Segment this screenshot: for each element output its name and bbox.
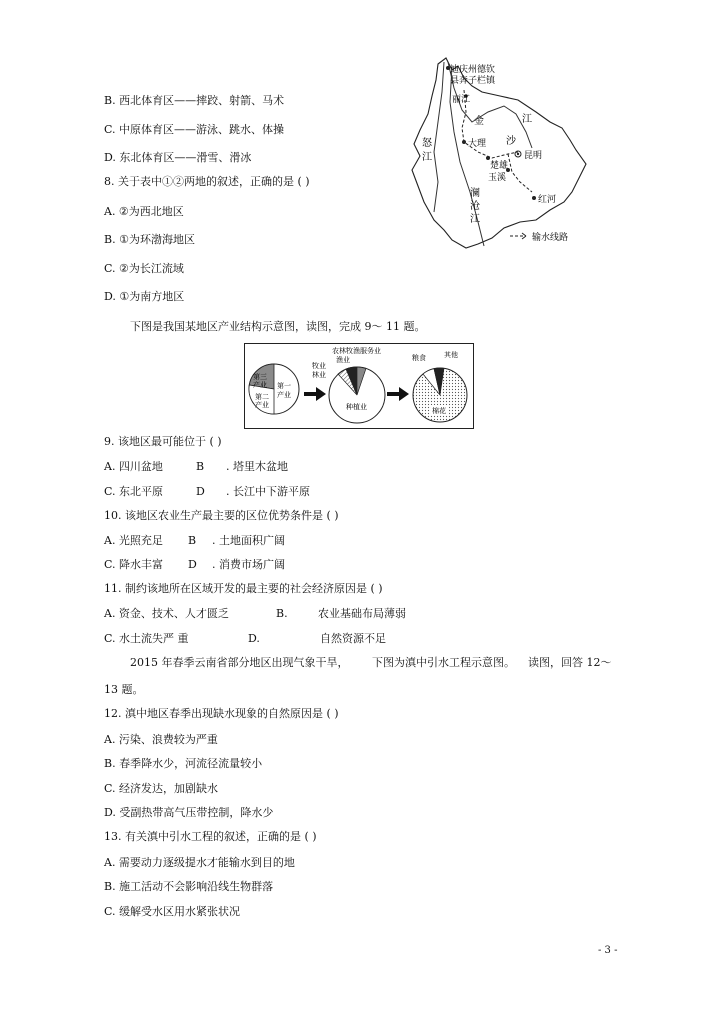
q10-option-b-text: . 土地面积广阔: [212, 534, 285, 547]
pie1-label-secondary-a: 第二: [255, 393, 269, 401]
map-label-jiang: 江: [522, 114, 532, 125]
q10-option-d-text: . 消费市场广阔: [212, 558, 285, 571]
q13-option-b: B. 施工活动不会影响沿线生物群落: [104, 880, 274, 893]
chuxiong-dot: [486, 156, 490, 160]
honghe-dot: [532, 196, 536, 200]
q10-option-c: C. 降水丰富: [104, 558, 164, 571]
q13-option-a: A. 需要动力逐级提水才能输水到目的地: [104, 856, 295, 869]
q8-option-a: A. ②为西北地区: [104, 205, 184, 218]
page-number: - 3 -: [598, 945, 618, 956]
pie3-label-cotton: 棉花: [432, 407, 446, 415]
q9-option-d: D: [196, 485, 205, 498]
q8-option-b: B. ①为环渤海地区: [104, 233, 195, 246]
q12-option-a: A. 污染、浪费较为严重: [104, 733, 218, 746]
q11-option-c: C. 水土流失严 重: [104, 632, 189, 645]
industry-structure-figure: [244, 343, 474, 429]
pie1-label-secondary-b: 产业: [255, 401, 269, 409]
q9-stem: 9. 该地区最可能位于 ( ): [104, 435, 222, 448]
map-label-honghe: 红河: [538, 195, 557, 205]
map-label-lijiang: 丽江: [452, 95, 471, 105]
q13-stem: 13. 有关滇中引水工程的叙述，正确的是 ( ): [104, 830, 317, 843]
q9-option-b-text: . 塔里木盆地: [226, 460, 288, 473]
nu-river: [434, 62, 444, 212]
pie2-label-animal: 牧业: [312, 362, 326, 370]
pie2-label-service: 农林牧渔服务业: [332, 347, 381, 355]
q9-option-a: A. 四川盆地: [104, 460, 163, 473]
q10-option-b: B: [188, 534, 197, 547]
q9-option-d-text: . 长江中下游平原: [226, 485, 310, 498]
dali-dot: [462, 140, 466, 144]
map-label-nu-a: 怒: [422, 138, 432, 149]
map-label-lancang-a: 澜: [470, 188, 480, 199]
pie2-label-fish: 渔业: [336, 356, 350, 364]
q10-option-a: A. 光照充足: [104, 534, 163, 547]
map-label-chuxiong: 楚雄: [490, 161, 509, 171]
map-label-sha: 沙: [506, 136, 516, 147]
pie1-label-primary-a: 第一: [277, 382, 291, 390]
pie1-label-primary-b: 产业: [277, 391, 291, 399]
q8-option-c: C. ②为长江流域: [104, 262, 184, 275]
intro-12-13-part-a: 2015 年春季云南省部分地区出现气象干旱，: [130, 656, 349, 669]
q11-option-a: A. 资金、技术、人才匮乏: [104, 607, 229, 620]
pie1-label-tertiary-b: 产业: [253, 381, 267, 389]
q10-stem: 10. 该地区农业生产最主要的区位优势条件是 ( ): [104, 509, 339, 522]
q11-option-d-text: 自然资源不足: [320, 632, 386, 645]
q12-option-d: D. 受副热带高气压带控制，降水少: [104, 806, 274, 819]
q8-stem: 8. 关于表中①②两地的叙述，正确的是 ( ): [104, 175, 310, 188]
map-label-yuxi: 玉溪: [488, 173, 507, 183]
q7-option-c: C. 中原体育区——游泳、跳水、体操: [104, 123, 285, 136]
map-label-kunming: 昆明: [524, 151, 543, 161]
q12-option-c: C. 经济发达，加剧缺水: [104, 782, 219, 795]
q10-option-d: D: [188, 558, 197, 571]
map-label-lancang-b: 沧: [470, 201, 480, 212]
q12-option-b: B. 春季降水少，河流径流量较小: [104, 757, 263, 770]
arrow-1-icon: [304, 387, 326, 401]
intro-12-13-part-c: 读图，回答 12～: [528, 656, 612, 669]
q7-option-b: B. 西北体育区——摔跤、射箭、马术: [104, 94, 285, 107]
q11-option-d: D.: [248, 632, 260, 645]
intro-12-13-line2: 13 题。: [104, 683, 144, 696]
map-label-diqing-b: 县奔子栏镇: [450, 76, 496, 86]
q7-option-d: D. 东北体育区——滑雪、滑冰: [104, 151, 252, 164]
map-label-lancang-c: 江: [470, 214, 480, 225]
map-label-diqing-a: 迪庆州德钦: [450, 65, 496, 75]
pie2-label-planting: 种植业: [346, 403, 367, 411]
q8-option-d: D. ①为南方地区: [104, 290, 185, 303]
q12-stem: 12. 滇中地区春季出现缺水现象的自然原因是 ( ): [104, 707, 339, 720]
pie1-label-tertiary-a: 第三: [253, 373, 267, 381]
map-label-dali: 大理: [468, 139, 487, 149]
pie3-label-other: 其他: [444, 351, 458, 359]
q9-option-b: B: [196, 460, 205, 473]
arrow-2-icon: [387, 387, 409, 401]
pie2-label-forest: 林业: [312, 371, 326, 379]
map-label-jin: 金: [474, 116, 484, 127]
pie3-label-grain: 粮食: [412, 354, 426, 362]
province-outline: [412, 58, 586, 248]
kunming-dot-inner: [517, 153, 519, 155]
intro-9-11: 下图是我国某地区产业结构示意图，读图，完成 9～ 11 题。: [130, 320, 426, 333]
q11-option-b-text: 农业基础布局薄弱: [318, 607, 406, 620]
q11-stem: 11. 制约该地所在区域开发的最主要的社会经济原因是 ( ): [104, 582, 383, 595]
intro-12-13-part-b: 下图为滇中引水工程示意图。: [372, 656, 515, 669]
q13-option-c: C. 缓解受水区用水紧张状况: [104, 905, 241, 918]
q11-option-b: B.: [276, 607, 288, 620]
q9-option-c: C. 东北平原: [104, 485, 164, 498]
water-diversion-map: [400, 52, 590, 257]
map-label-nu-b: 江: [422, 152, 432, 163]
legend-label: 输水线路: [532, 233, 569, 243]
